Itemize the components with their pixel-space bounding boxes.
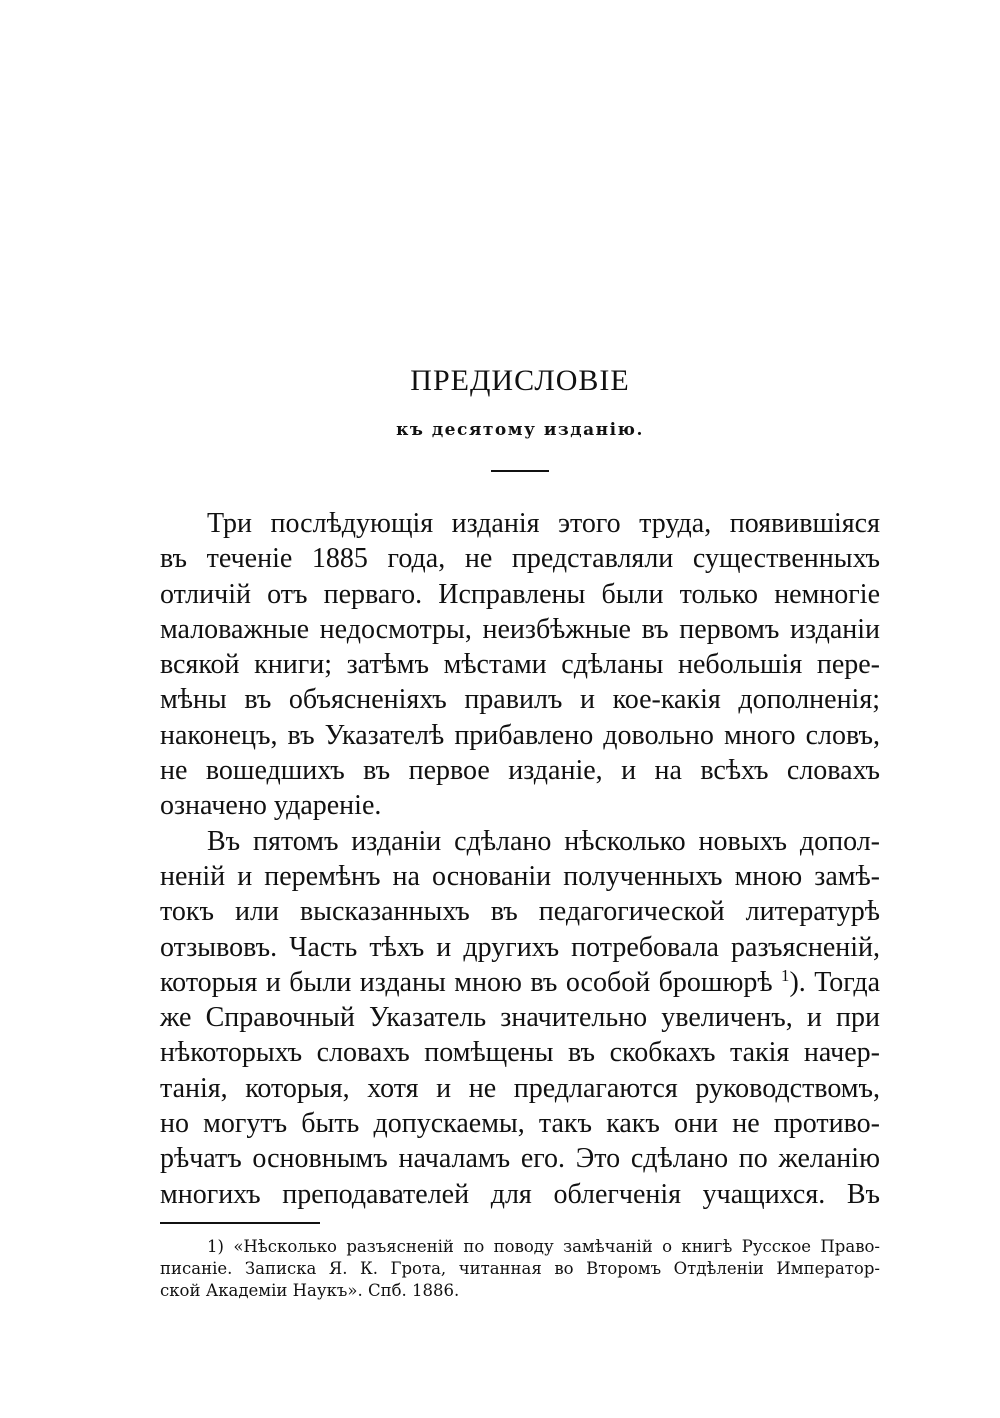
text-line: всякой книги; затѣмъ мѣстами сдѣланы небольшія пере- <box>160 649 880 681</box>
text-line: же Справочный Указатель значительно увеличенъ, и при <box>160 1002 880 1034</box>
text-line: означено удареніе. <box>160 790 382 822</box>
paragraph-2 <box>160 824 880 1212</box>
footnote <box>160 1236 880 1302</box>
footnote-line: ской Академіи Наукъ». Спб. 1886. <box>160 1281 460 1300</box>
text-line: отзывовъ. Часть тѣхъ и другихъ потребовала разъясненій, <box>160 931 880 963</box>
text-line: маловажные недосмотры, неизбѣжные въ первомъ изданіи <box>160 613 880 645</box>
text-line: мѣны въ объясненіяхъ правилъ и кое-какія дополненія; <box>160 684 880 716</box>
footnote-line: 1) «Нѣсколько разъясненій по поводу замѣчаній о книгѣ Русское Право- <box>207 1237 880 1256</box>
text-line: Въ пятомъ изданіи сдѣлано нѣсколько новыхъ допол- <box>207 825 880 857</box>
line-text: ). Тогда <box>789 966 880 998</box>
preface-body <box>160 506 880 1212</box>
text-line: токъ или высказанныхъ въ педагогической литературѣ <box>160 896 880 928</box>
text-line: многихъ преподавателей для облегченія учащихся. Въ <box>160 1178 880 1210</box>
text-line: танія, которыя, хотя и не предлагаются руководствомъ, <box>160 1072 880 1104</box>
footnote-reference: 1 <box>781 965 790 985</box>
text-line: отличій отъ перваго. Исправлены были только немногіе <box>160 578 880 610</box>
footnote-line: писаніе. Записка Я. К. Грота, читанная во Второмъ Отдѣленіи Император- <box>160 1259 880 1278</box>
text-line: Три послѣдующія изданія этого труда, появившіяся <box>207 508 880 539</box>
text-line: не вошедшихъ въ первое изданіе, и на всѣхъ словахъ <box>160 755 880 787</box>
text-line: въ теченіе 1885 года, не представляли существенныхъ <box>160 543 880 575</box>
paragraph-1 <box>160 506 880 824</box>
page-subtitle: къ десятому изданію. <box>396 420 644 440</box>
page-title: ПРЕДИСЛОВІЕ <box>410 364 630 397</box>
text-line: наконецъ, въ Указателѣ прибавлено довольно много словъ, <box>160 719 880 751</box>
text-line: рѣчатъ основнымъ началамъ его. Это сдѣлано по желанію <box>160 1143 880 1175</box>
text-line: неній и перемѣнъ на основаніи полученныхъ мною замѣ- <box>160 860 880 892</box>
text-line-with-footnote-ref <box>160 965 880 1000</box>
line-text: которыя и были изданы мною въ особой брошюрѣ <box>160 966 773 998</box>
title-divider <box>491 470 549 472</box>
text-line: но могутъ быть допускаемы, такъ какъ они не противо- <box>160 1108 880 1140</box>
footnote-separator <box>160 1222 320 1224</box>
text-line: нѣкоторыхъ словахъ помѣщены въ скобкахъ такія начер- <box>160 1037 880 1069</box>
